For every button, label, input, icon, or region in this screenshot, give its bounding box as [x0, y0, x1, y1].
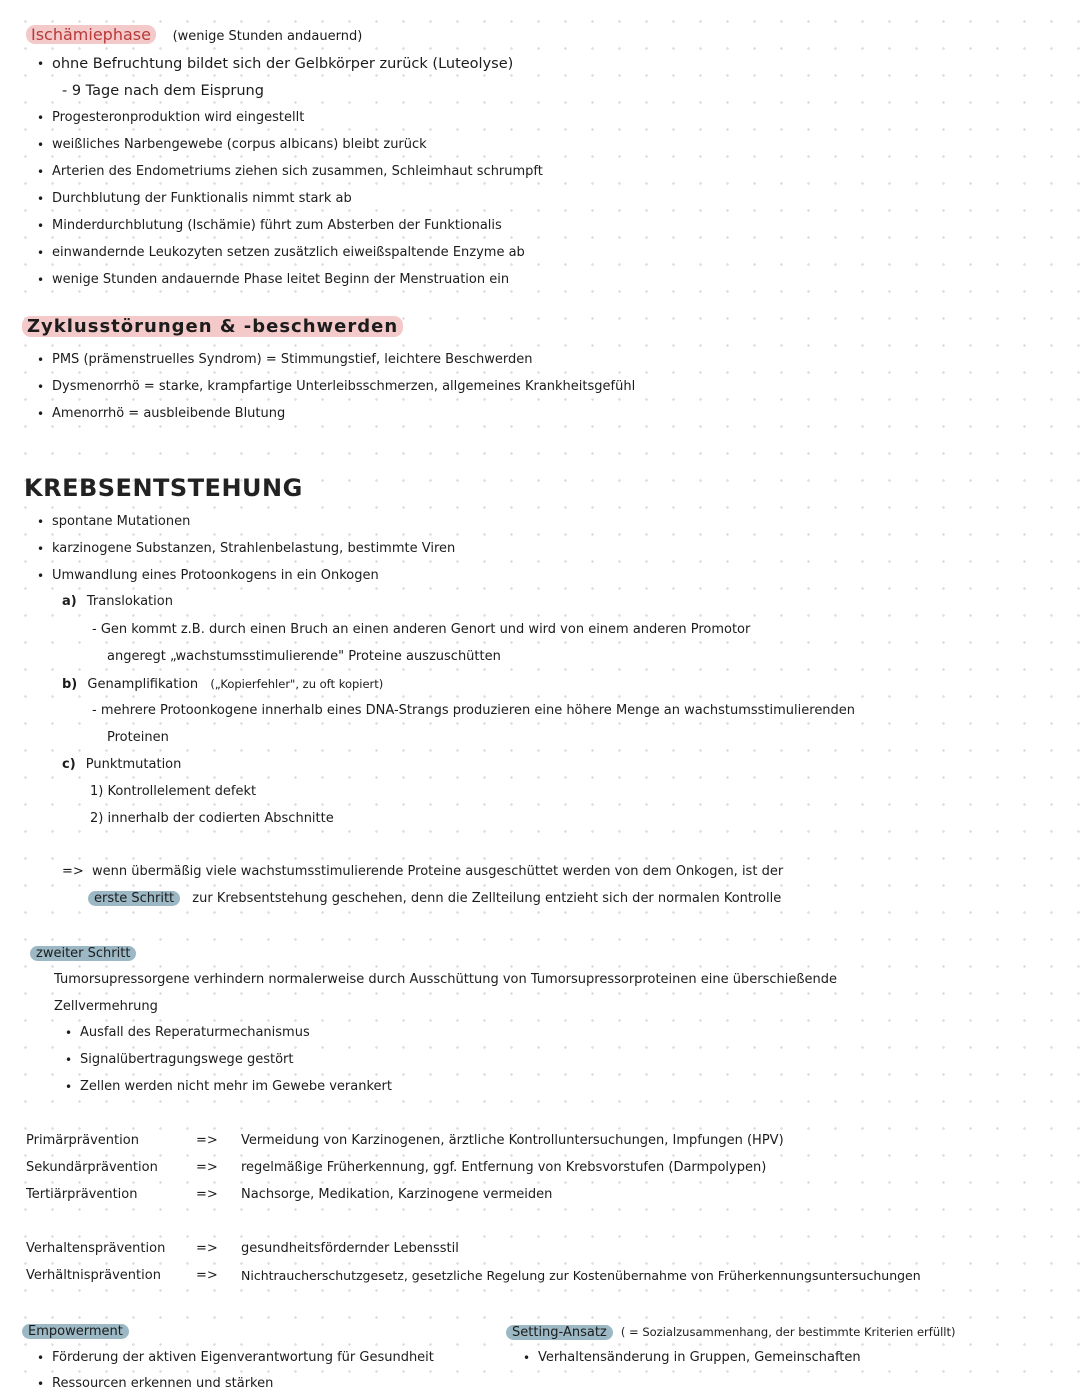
krebs-c-item: 1) Kontrollelement defekt: [90, 784, 257, 799]
zyklus-item: • Dysmenorrhö = starke, krampfartige Unterleibsschmerzen, allgemeines Krankheitsgefühl: [52, 377, 635, 397]
krebs-b-label: Genamplifikation: [87, 677, 199, 692]
ischemia-item: • wenige Stunden andauernde Phase leitet Beginn der Menstruation ein: [52, 270, 509, 290]
prevention-label: Sekundärprävention: [26, 1160, 158, 1175]
prevention-text: Vermeidung von Karzinogenen, ärztliche Kontrolluntersuchungen, Impfungen (HPV): [241, 1133, 784, 1148]
zyklus-heading-line: [22, 317, 403, 338]
prevention-arrow: =>: [196, 1187, 218, 1202]
setting-heading: Setting-Ansatz: [506, 1325, 613, 1340]
krebs-conclusion-arrow: =>: [62, 864, 84, 879]
krebs-conclusion-2-line: [88, 889, 781, 909]
krebs-a-text-2: angeregt „wachstumsstimulierende" Proteine auszuschütten: [107, 649, 501, 664]
ischemia-subitem: - 9 Tage nach dem Eisprung: [62, 83, 264, 99]
ischemia-item: • weißliches Narbengewebe (corpus albicans) bleibt zurück: [52, 135, 427, 155]
zyklus-heading: Zyklusstörungen & -beschwerden: [22, 316, 403, 337]
krebs-item: • Umwandlung eines Protoonkogens in ein Onkogen: [52, 566, 379, 586]
krebs-heading: KREBSENTSTEHUNG: [24, 474, 303, 502]
krebs-a-label: Translokation: [86, 594, 173, 609]
second-step-text-1: Tumorsupressorgene verhindern normalerweise durch Ausschüttung von Tumorsupressorproteinen eine überschießende: [54, 972, 838, 987]
ischemia-item: • Minderdurchblutung (Ischämie) führt zum Absterben der Funktionalis: [52, 216, 502, 236]
prevention-label: Verhältnisprävention: [26, 1268, 161, 1283]
second-step-heading-line: [30, 944, 136, 964]
krebs-b-line: [62, 674, 383, 695]
ischemia-item: • Arterien des Endometriums ziehen sich zusammen, Schleimhaut schrumpft: [52, 162, 543, 182]
prevention-label: Tertiärprävention: [26, 1187, 138, 1202]
prevention-label: Verhaltensprävention: [26, 1241, 166, 1256]
prevention-arrow: =>: [196, 1241, 218, 1256]
zyklus-item: • PMS (prämenstruelles Syndrom) = Stimmungstief, leichtere Beschwerden: [52, 350, 532, 370]
prevention-text: Nichtraucherschutzgesetz, gesetzliche Regelung zur Kostenübernahme von Früherkennungsuntersuchungen: [241, 1268, 921, 1283]
empowerment-item: • Ressourcen erkennen und stärken: [52, 1374, 273, 1394]
krebs-a-line: [62, 592, 173, 612]
krebs-b-mark: b): [62, 677, 78, 692]
prevention-text: regelmäßige Früherkennung, ggf. Entfernung von Krebsvorstufen (Darmpolypen): [241, 1160, 767, 1175]
krebs-a-mark: a): [62, 594, 77, 609]
ischemia-item: • einwandernde Leukozyten setzen zusätzlich eiweißspaltende Enzyme ab: [52, 243, 525, 263]
prevention-arrow: =>: [196, 1160, 218, 1175]
setting-item: • Verhaltensänderung in Gruppen, Gemeinschaften: [538, 1348, 861, 1368]
setting-heading-line: [506, 1322, 956, 1343]
second-step-heading: zweiter Schritt: [30, 946, 136, 961]
empowerment-heading-line: [22, 1322, 129, 1342]
second-step-item: • Zellen werden nicht mehr im Gewebe verankert: [80, 1077, 392, 1097]
ischemia-note: (wenige Stunden andauernd): [172, 29, 363, 44]
second-step-item: • Ausfall des Reperaturmechanismus: [80, 1023, 310, 1043]
krebs-conclusion-2: zur Krebsentstehung geschehen, denn die Zellteilung entzieht sich der normalen Kontrolle: [192, 891, 782, 906]
empowerment-item: • Förderung der aktiven Eigenverantwortung für Gesundheit: [52, 1348, 434, 1368]
second-step-item: • Signalübertragungswege gestört: [80, 1050, 293, 1070]
krebs-item: • karzinogene Substanzen, Strahlenbelastung, bestimmte Viren: [52, 539, 455, 559]
krebs-item: • spontane Mutationen: [52, 512, 190, 532]
setting-note: ( = Sozialzusammenhang, der bestimmte Kriterien erfüllt): [620, 1325, 956, 1339]
krebs-c-mark: c): [62, 757, 76, 772]
prevention-label: Primärprävention: [26, 1133, 139, 1148]
krebs-c-item: 2) innerhalb der codierten Abschnitte: [90, 811, 334, 826]
first-step-highlight: erste Schritt: [88, 891, 180, 906]
krebs-b-note: („Kopierfehler", zu oft kopiert): [210, 677, 384, 691]
krebs-b-text-1: - mehrere Protoonkogene innerhalb eines DNA-Strangs produzieren eine höhere Menge an wachstumsstimulierenden: [92, 703, 856, 718]
krebs-b-text-2: Proteinen: [107, 730, 169, 745]
prevention-arrow: =>: [196, 1268, 218, 1283]
second-step-text-2: Zellvermehrung: [54, 999, 158, 1014]
krebs-c-line: [62, 755, 181, 775]
prevention-text: gesundheitsfördernder Lebensstil: [241, 1241, 459, 1256]
prevention-text: Nachsorge, Medikation, Karzinogene vermeiden: [241, 1187, 553, 1202]
ischemia-heading: Ischämiephase: [26, 25, 156, 44]
prevention-arrow: =>: [196, 1133, 218, 1148]
ischemia-item: • Progesteronproduktion wird eingestellt: [52, 108, 304, 128]
krebs-a-text-1: - Gen kommt z.B. durch einen Bruch an einen anderen Genort und wird von einem anderen Promotor: [92, 622, 751, 637]
zyklus-item: • Amenorrhö = ausbleibende Blutung: [52, 404, 285, 424]
ischemia-item: • Durchblutung der Funktionalis nimmt stark ab: [52, 189, 352, 209]
ischemia-heading-line: [26, 25, 362, 47]
ischemia-item: • ohne Befruchtung bildet sich der Gelbkörper zurück (Luteolyse): [52, 54, 513, 74]
krebs-conclusion-1: wenn übermäßig viele wachstumsstimulierende Proteine ausgeschüttet werden von dem Onkogen, ist der: [92, 864, 784, 879]
empowerment-heading: Empowerment: [22, 1324, 129, 1339]
krebs-c-label: Punktmutation: [85, 757, 182, 772]
